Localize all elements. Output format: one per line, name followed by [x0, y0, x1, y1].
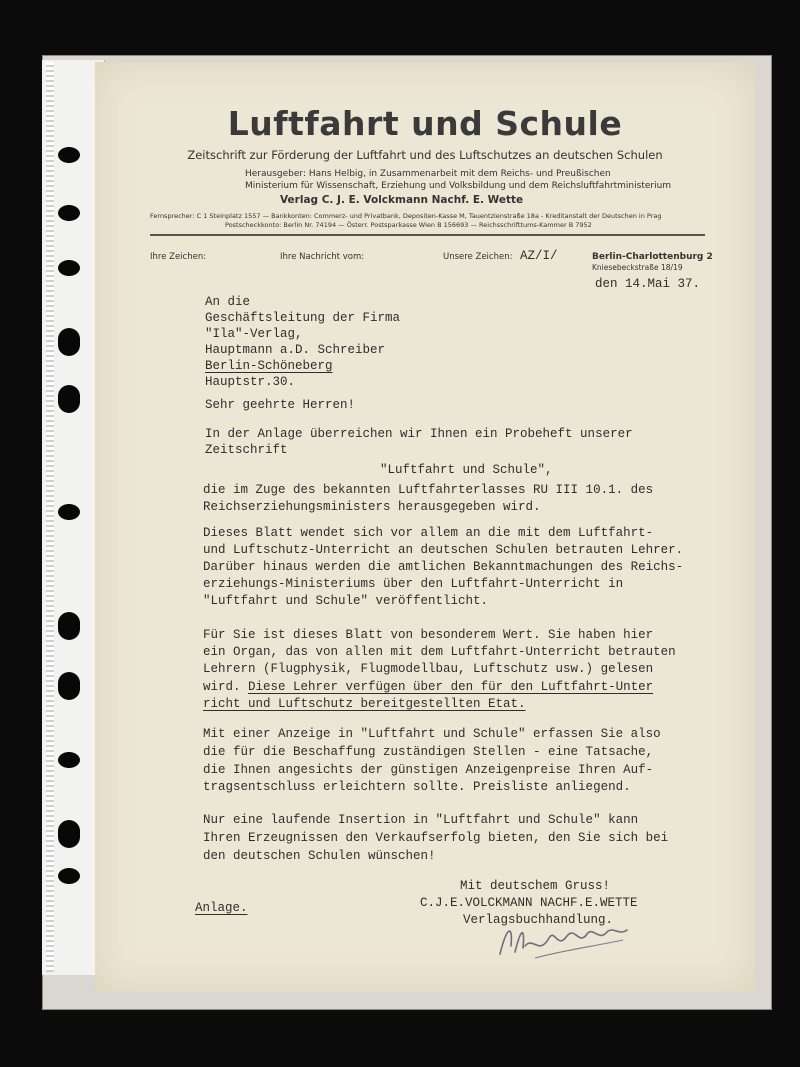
punch-hole	[58, 147, 80, 163]
ihre-nachricht-label: Ihre Nachricht vom:	[280, 252, 365, 262]
punch-hole	[58, 504, 80, 520]
letterhead-subtitle: Zeitschrift zur Förderung der Luftfahrt und des Luftschutzes an deutschen Schulen	[187, 148, 663, 162]
body-line: Mit einer Anzeige in "Luftfahrt und Schule" erfassen Sie also	[203, 727, 661, 741]
punch-hole	[58, 385, 80, 413]
body-line: und Luftschutz-Unterricht an deutschen Schulen betrauten Lehrer.	[203, 543, 684, 557]
body-line: die für die Beschaffung zuständigen Stellen - eine Tatsache,	[203, 745, 654, 759]
body-line: Reichserziehungsministers herausgegeben wird.	[203, 500, 541, 514]
punch-hole	[58, 612, 80, 640]
ihre-zeichen-label: Ihre Zeichen:	[150, 252, 207, 262]
binder-strip-edge	[46, 62, 54, 972]
body-line: Dieses Blatt wendet sich vor allem an die mit dem Luftfahrt-	[203, 526, 654, 540]
letter-date: den 14.Mai 37.	[595, 277, 701, 291]
salutation: Sehr geehrte Herren!	[205, 398, 356, 412]
editor-line-2: Ministerium für Wissenschaft, Erziehung und Volksbildung und dem Reichsluftfahrtministerium	[245, 181, 672, 191]
body-line: Für Sie ist dieses Blatt von besonderem Wert. Sie haben hier	[203, 628, 654, 642]
letterhead-title: Luftfahrt und Schule	[227, 104, 623, 143]
unsere-zeichen-value: AZ/I/	[520, 249, 558, 263]
body-line: Nur eine laufende Insertion in "Luftfahrt und Schule" kann	[203, 813, 639, 827]
publisher-name: Verlag C. J. E. Volckmann Nachf. E. Wette	[280, 194, 524, 206]
body-text: wird.	[203, 680, 241, 694]
punch-hole	[58, 260, 80, 276]
closing-dept: Verlagsbuchhandlung.	[463, 913, 614, 927]
street-line: Kniesebeckstraße 18/19	[592, 263, 683, 272]
body-line: Darüber hinaus werden die amtlichen Bekanntmachungen des Reichs-	[203, 560, 684, 574]
punch-hole	[58, 328, 80, 356]
body-line: richt und Luftschutz bereitgestellten Etat.	[203, 697, 526, 711]
address-line: Hauptstr.30.	[205, 375, 296, 389]
punch-hole	[58, 205, 80, 221]
punch-hole	[58, 820, 80, 848]
address-line: Geschäftsleitung der Firma	[205, 311, 401, 325]
body-line: "Luftfahrt und Schule",	[380, 463, 553, 477]
recipient-address	[205, 294, 400, 390]
body-line: erziehungs-Ministeriums über den Luftfahrt-Unterricht in	[203, 577, 624, 591]
body-line	[203, 679, 653, 695]
address-line: An die	[205, 295, 251, 309]
editor-line-1: Herausgeber: Hans Helbig, in Zusammenarbeit mit dem Reichs- und Preußischen	[245, 169, 611, 179]
unsere-zeichen-label: Unsere Zeichen:	[443, 252, 513, 262]
body-line: ein Organ, das von allen mit dem Luftfahrt-Unterricht betrauten	[203, 645, 676, 659]
body-line: "Luftfahrt und Schule" veröffentlicht.	[203, 594, 489, 608]
body-line: die im Zuge des bekannten Luftfahrterlasses RU III 10.1. des	[203, 483, 654, 497]
body-line: den deutschen Schulen wünschen!	[203, 849, 436, 863]
city-line: Berlin-Charlottenburg 2	[592, 252, 713, 262]
address-line: "Ila"-Verlag,	[205, 327, 303, 341]
body-line: Zeitschrift	[205, 443, 288, 457]
address-line: Berlin-Schöneberg	[205, 359, 333, 373]
enclosure-note: Anlage.	[195, 901, 248, 915]
punch-hole	[58, 868, 80, 884]
body-line: die Ihnen angesichts der günstigen Anzeigenpreise Ihren Auf-	[203, 763, 654, 777]
underlined-body-text: Diese Lehrer verfügen über den für den Luftfahrt-Unter	[248, 680, 654, 694]
body-line: Ihren Erzeugnissen den Verkaufserfolg bieten, den Sie sich bei	[203, 831, 669, 845]
body-line: Lehrern (Flugphysik, Flugmodellbau, Luftschutz usw.) gelesen	[203, 662, 654, 676]
letter-paper	[95, 62, 755, 992]
body-line: In der Anlage überreichen wir Ihnen ein Probeheft unserer	[205, 427, 633, 441]
closing-firm: C.J.E.VOLCKMANN NACHF.E.WETTE	[420, 896, 638, 910]
letterhead-divider	[150, 234, 705, 236]
contact-line-1: Fernsprecher: C 1 Steinplatz 1557 — Bankkonten: Commerz- und Privatbank, Depositen-Kasse M, Tauentzienstraße 18a - Kreditanstalt der Deutschen in Prag	[150, 212, 662, 220]
contact-line-2: Postscheckkonto: Berlin Nr. 74194 — Österr. Postsparkasse Wien B 156693 — Reichsschrifttums-Kammer B 7952	[225, 221, 592, 229]
punch-hole	[58, 752, 80, 768]
address-line: Hauptmann a.D. Schreiber	[205, 343, 386, 357]
punch-hole	[58, 672, 80, 700]
handwritten-signature	[495, 906, 635, 966]
body-line: tragsentschluss erleichtern sollte. Preisliste anliegend.	[203, 780, 631, 794]
closing-greeting: Mit deutschem Gruss!	[460, 879, 611, 893]
